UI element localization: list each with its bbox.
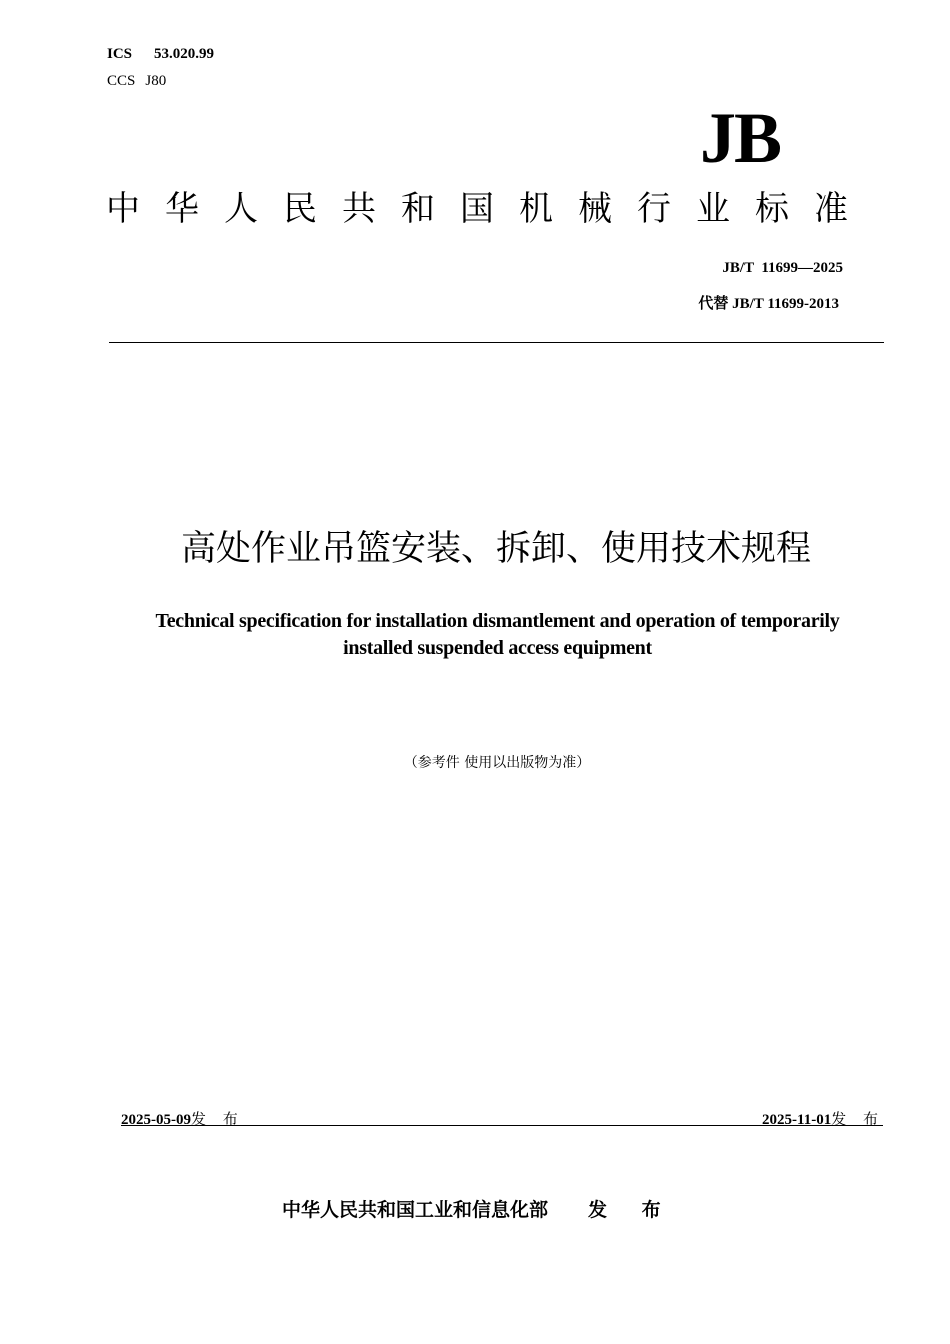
publisher [282, 1196, 675, 1224]
ics-value: 53.020.99 [154, 46, 215, 62]
header-divider [109, 342, 884, 343]
issue-date-label: 发 布 [191, 1110, 244, 1128]
implementation-date-value: 2025-11-01 [762, 1112, 832, 1128]
issue-date-value: 2025-05-09 [121, 1112, 191, 1128]
publisher-action: 发 布 [588, 1199, 675, 1221]
standard-category-title: 中华人民共和国机械行业标准 [106, 189, 873, 229]
document-title-chinese: 高处作业吊篮安装、拆卸、使用技术规程 [180, 529, 811, 569]
publisher-name: 中华人民共和国工业和信息化部 [282, 1199, 549, 1221]
english-title-line-2: installed suspended access equipment [343, 637, 652, 659]
ics-code [107, 46, 214, 63]
ccs-value: J80 [145, 73, 167, 89]
replaces-standard: 代替 JB/T 11699-2013 [698, 296, 839, 312]
standard-number: JB/T 11699—2025 [722, 260, 843, 276]
ics-label: ICS [107, 46, 133, 62]
jb-logo: JB [700, 98, 781, 178]
ccs-code [107, 73, 166, 90]
english-title-line-1: Technical specification for installation dismantlement and operation of temporarily [155, 610, 840, 632]
implementation-date-label: 发 布 [831, 1110, 884, 1128]
ccs-label: CCS [107, 73, 136, 89]
reference-note: （参考件 使用以出版物为准） [403, 755, 591, 771]
date-divider [121, 1125, 883, 1126]
document-title-english [90, 608, 905, 662]
